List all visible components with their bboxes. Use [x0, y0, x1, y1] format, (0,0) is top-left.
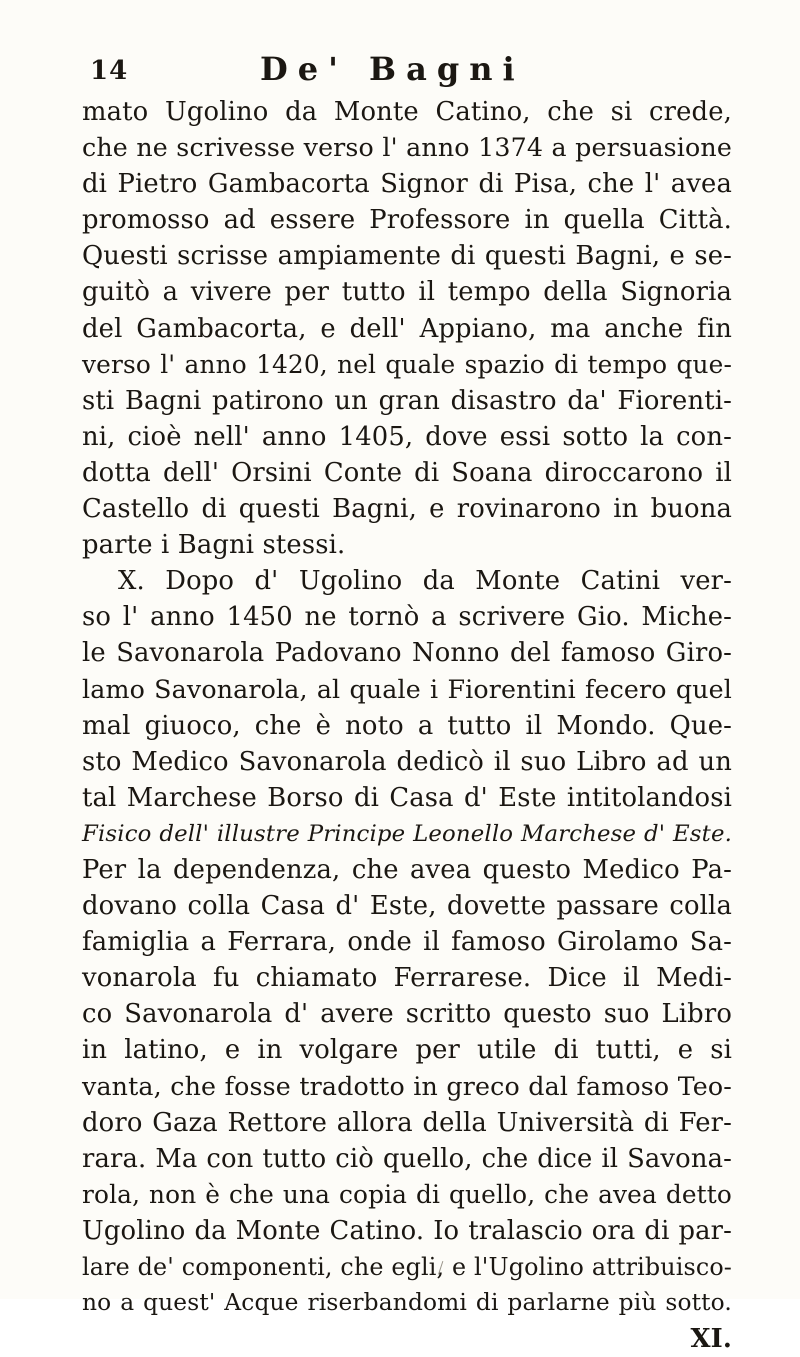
text-line: dotta dell' Orsini Conte di Soana diroccarono il — [82, 457, 732, 488]
body-text — [82, 94, 732, 1357]
text-line: mato Ugolino da Monte Catino, che si crede, — [82, 97, 732, 127]
text-line: Ugolino da Monte Catino. Io tralascio ora di par- — [82, 1215, 732, 1246]
text-line: in latino, e in volgare per utile di tutti, e si — [82, 1035, 732, 1066]
catchword: XI. — [690, 1324, 732, 1355]
text-line: vanta, che fosse tradotto in greco dal famoso Teo- — [82, 1071, 732, 1101]
text-line: sto Medico Savonarola dedicò il suo Libro ad un — [82, 746, 732, 777]
text-line: che ne scrivesse verso l' anno 1374 a persuasione — [82, 133, 732, 163]
text-line: parte i Bagni stessi. — [82, 530, 346, 561]
text-line: lare de' componenti, che egli, e l'Ugolino attribuisco- — [82, 1253, 732, 1281]
section-start-line: X. Dopo d' Ugolino da Monte Catini ver- — [118, 566, 732, 597]
text-line: Questi scrisse ampiamente di questi Bagni, e se- — [82, 241, 732, 272]
text-line: le Savonarola Padovano Nonno del famoso Giro- — [82, 638, 732, 669]
text-line: guitò a vivere per tutto il tempo della Signoria — [82, 277, 732, 308]
text-line: so l' anno 1450 ne tornò a scrivere Gio. Miche- — [82, 602, 732, 633]
text-line: no a quest' Acque riserbandomi di parlarne più sotto. — [82, 1289, 732, 1317]
text-line: dovano colla Casa d' Este, dovette passare colla — [82, 891, 732, 922]
text-line: rara. Ma con tutto ciò quello, che dice il Savona- — [82, 1143, 732, 1174]
text-line: lamo Savonarola, al quale i Fiorentini fecero quel — [82, 674, 732, 704]
text-line: co Savonarola d' avere scritto questo suo Libro — [82, 999, 732, 1030]
text-line: di Pietro Gambacorta Signor di Pisa, che l' avea — [82, 169, 732, 200]
running-head: De' Bagni — [260, 50, 525, 88]
text-line: Per la dependenza, che avea questo Medico Pa- — [82, 854, 732, 885]
text-line: Fisico dell' illustre Principe Leonello Marchese d' Este. — [82, 820, 732, 847]
text-line: rola, non è che una copia di quello, che avea detto — [82, 1179, 732, 1209]
text-line: Castello di questi Bagni, e rovinarono in buona — [82, 494, 732, 525]
text-line: ni, cioè nell' anno 1405, dove essi sotto la con- — [82, 421, 732, 452]
text-line: doro Gaza Rettore allora della Università di Fer- — [82, 1107, 732, 1138]
text-line: tal Marchese Borso di Casa d' Este intitolandosi — [82, 782, 732, 813]
text-line: del Gambacorta, e dell' Appiano, ma anche fin — [82, 313, 732, 344]
text-line: famiglia a Ferrara, onde il famoso Girolamo Sa- — [82, 927, 732, 958]
text-line: vonarola fu chiamato Ferrarese. Dice il Medi- — [82, 963, 732, 994]
text-line: verso l' anno 1420, nel quale spazio di tempo que- — [82, 349, 732, 379]
text-line: sti Bagni patirono un gran disastro da' Fiorenti- — [82, 385, 732, 416]
text-line: promosso ad essere Professore in quella Città. — [82, 205, 732, 236]
page-number: 14 — [90, 56, 129, 86]
page-header — [90, 48, 730, 92]
text-line: mal giuoco, che è noto a tutto il Mondo. Que- — [82, 710, 732, 741]
